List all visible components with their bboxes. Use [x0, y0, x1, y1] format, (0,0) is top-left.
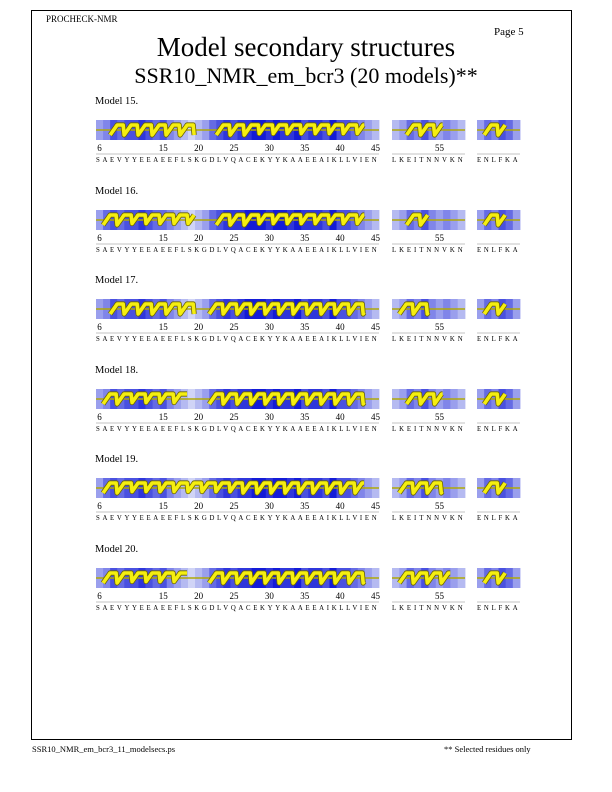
- helix-ribbon: [103, 394, 187, 404]
- secondary-structure-track: [0, 564, 612, 644]
- model-label: Model 16.: [95, 185, 139, 197]
- residue-number: 30: [264, 501, 274, 511]
- helix-ribbon: [103, 573, 187, 583]
- sequence-text: ENLFKA: [477, 515, 518, 522]
- residue-number: 20: [194, 501, 204, 511]
- residue-number: 40: [335, 501, 345, 511]
- program-name: PROCHECK-NMR: [46, 14, 118, 24]
- sequence-text: SAEVYYEEAEEFLSKGDLVQACEKYYKAAEEAIKLLVIEN: [96, 157, 378, 164]
- residue-number: 45: [370, 322, 380, 332]
- residue-number: 6: [97, 232, 102, 243]
- residue-number: 25: [229, 232, 239, 243]
- residue-number: 15: [158, 590, 168, 601]
- secondary-structure-track: [0, 474, 612, 554]
- sequence-text: SAEVYYEEAEEFLSKGDLVQACEKYYKAAEEAIKLLVIEN: [96, 336, 378, 343]
- residue-number: 35: [300, 411, 310, 422]
- sequence-text: LKEITNNVKN: [392, 157, 463, 164]
- residue-number: 45: [370, 411, 380, 422]
- residue-number: 35: [300, 590, 310, 601]
- model-block: [0, 544, 612, 632]
- model-block: [0, 454, 612, 542]
- sequence-text: ENLFKA: [477, 425, 518, 433]
- sequence-text: LKEITNNVKN: [392, 336, 463, 343]
- residue-number: 20: [194, 322, 204, 332]
- model-label: Model 15.: [95, 96, 139, 107]
- residue-number: 35: [300, 232, 310, 243]
- residue-number: 55: [434, 143, 444, 153]
- model-block: [0, 365, 612, 453]
- secondary-structure-track: [0, 385, 612, 465]
- residue-number: 20: [194, 590, 204, 601]
- residue-number: 35: [300, 143, 310, 153]
- sequence-text: ENLFKA: [477, 604, 518, 612]
- residue-number: 40: [335, 232, 345, 243]
- residue-number: 45: [370, 232, 380, 243]
- residue-number: 15: [158, 322, 168, 332]
- residue-number: 15: [158, 232, 168, 243]
- footer-filename: SSR10_NMR_em_bcr3_11_modelsecs.ps: [32, 744, 176, 754]
- model-label: Model 20.: [95, 543, 139, 555]
- sequence-text: SAEVYYEEAEEFLSKGDLVQACEKYYKAAEEAIKLLVIEN: [96, 515, 378, 522]
- model-block: [0, 96, 612, 184]
- residue-number: 35: [300, 501, 310, 511]
- sequence-text: SAEVYYEEAEEFLSKGDLVQACEKYYKAAEEAIKLLVIEN: [96, 604, 378, 612]
- residue-number: 45: [370, 590, 380, 601]
- residue-number: 30: [264, 411, 274, 422]
- residue-number: 25: [229, 411, 239, 422]
- model-label: Model 18.: [95, 364, 139, 376]
- residue-number: 45: [370, 143, 380, 153]
- sequence-text: ENLFKA: [477, 336, 518, 343]
- sequence-text: ENLFKA: [477, 157, 518, 164]
- residue-number: 15: [158, 143, 168, 153]
- residue-number: 25: [229, 143, 239, 153]
- residue-number: 25: [229, 590, 239, 601]
- residue-number: 30: [264, 590, 274, 601]
- secondary-structure-track: [0, 206, 612, 286]
- residue-number: 25: [229, 501, 239, 511]
- page-number: Page 5: [494, 26, 524, 38]
- sequence-text: LKEITNNVKN: [392, 515, 463, 522]
- residue-number: 55: [434, 501, 444, 511]
- residue-number: 20: [194, 411, 204, 422]
- residue-number: 6: [97, 501, 102, 511]
- sequence-text: LKEITNNVKN: [392, 246, 463, 254]
- residue-number: 6: [97, 322, 102, 332]
- residue-number: 6: [97, 590, 102, 601]
- residue-number: 40: [335, 590, 345, 601]
- page-subtitle: SSR10_NMR_em_bcr3 (20 models)**: [134, 63, 478, 88]
- secondary-structure-track: [0, 116, 612, 196]
- sequence-text: LKEITNNVKN: [392, 425, 463, 433]
- model-block: [0, 275, 612, 363]
- residue-number: 40: [335, 411, 345, 422]
- model-label: Model 17.: [95, 275, 139, 286]
- secondary-structure-track: [0, 295, 612, 375]
- residue-number: 15: [158, 501, 168, 511]
- residue-number: 55: [434, 232, 444, 243]
- residue-number: 25: [229, 322, 239, 332]
- residue-number: 30: [264, 232, 274, 243]
- residue-number: 40: [335, 143, 345, 153]
- sequence-text: LKEITNNVKN: [392, 604, 463, 612]
- residue-number: 35: [300, 322, 310, 332]
- residue-number: 20: [194, 232, 204, 243]
- footer-note: ** Selected residues only: [444, 744, 531, 754]
- residue-number: 6: [97, 411, 102, 422]
- residue-number: 20: [194, 143, 204, 153]
- model-block: [0, 186, 612, 274]
- residue-number: 55: [434, 411, 444, 422]
- residue-number: 30: [264, 322, 274, 332]
- model-label: Model 19.: [95, 454, 139, 465]
- residue-number: 55: [434, 322, 444, 332]
- residue-number: 40: [335, 322, 345, 332]
- residue-number: 30: [264, 143, 274, 153]
- residue-number: 15: [158, 411, 168, 422]
- page-title: Model secondary structures: [156, 32, 456, 62]
- sequence-text: ENLFKA: [477, 246, 518, 254]
- residue-number: 55: [434, 590, 444, 601]
- sequence-text: SAEVYYEEAEEFLSKGDLVQACEKYYKAAEEAIKLLVIEN: [96, 246, 378, 254]
- sequence-text: SAEVYYEEAEEFLSKGDLVQACEKYYKAAEEAIKLLVIEN: [96, 425, 378, 433]
- residue-number: 6: [97, 143, 102, 153]
- residue-number: 45: [370, 501, 380, 511]
